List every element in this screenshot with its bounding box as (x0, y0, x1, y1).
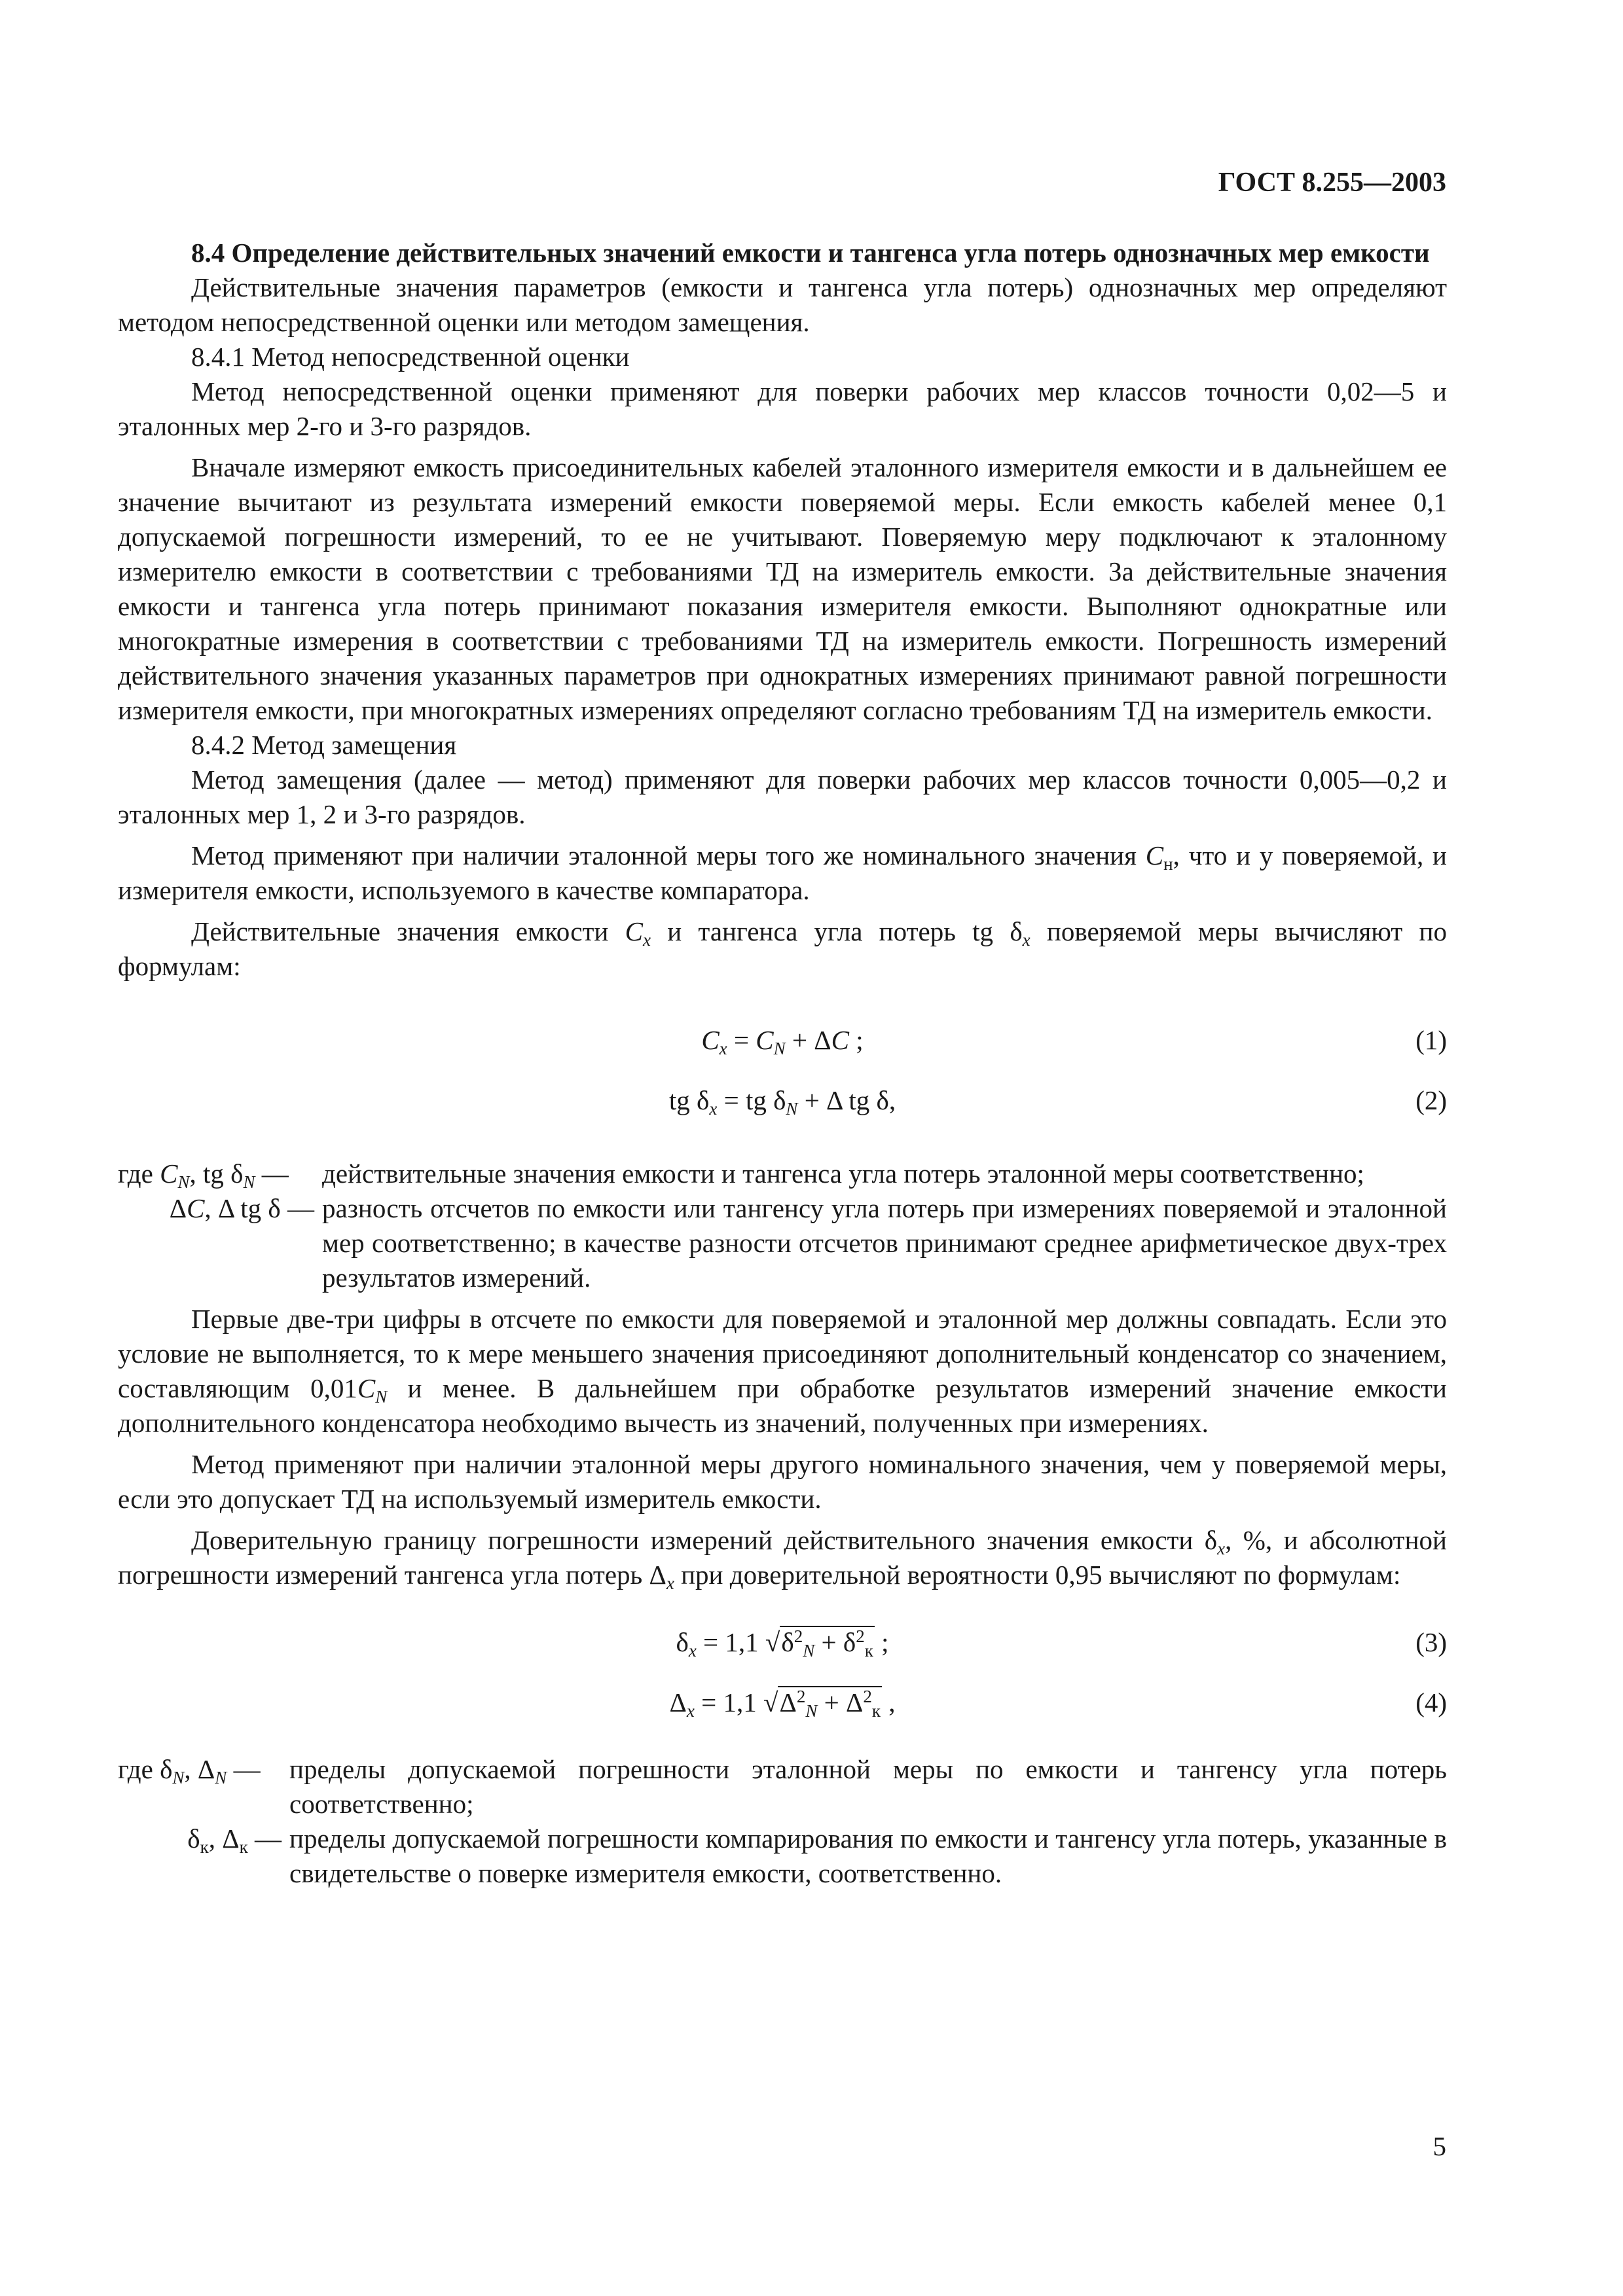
paragraph: Действительные значения емкости $C_x$ и тангенса угла потерь tg $\delta_x$ поверяемой меры вычисляют по формулам: (118, 916, 1447, 981)
paragraph: Метод непосредственной оценки применяют для поверки рабочих мер классов точности 0,02—5 и эталонных мер 2-го и 3-го разрядов. (118, 376, 1447, 441)
definitions-list (118, 1752, 1447, 1891)
paragraph: Метод замещения (далее — метод) применяют для поверки рабочих мер классов точности 0,005—0,2 и эталонных мер 1, 2 и 3-го разрядов. (118, 764, 1447, 829)
definition-item: где $\delta_N$, $\Delta_N$ — пределы допускаемой погрешности эталонной меры по емкости и тангенсу угла потерь соответственно; (118, 1754, 1447, 1819)
paragraph: Первые две-три цифры в отсчете по емкости для поверяемой и эталонной мер должны совпадать. Если это условие не выполняется, то к мере меньшего значения присоединяют дополнительный конденсатор со значением, составляющим $0,01C_N$ и менее. В дальнейшем при обработке результатов измерений значение емкости дополнительного конденсатора необходимо вычесть из значений, полученных при измерениях. (118, 1304, 1447, 1438)
paragraph: Вначале измеряют емкость присоединительных кабелей эталонного измерителя емкости и в дальнейшем ее значение вычитают из результата измерений емкости поверяемой меры. Если емкость кабелей менее 0,1 допускаемой погрешности измерений, то ее не учитывают. Поверяемую меру подключают к эталонному измерителю емкости в соответствии с требованиями ТД на измеритель емкости. За действительные значения емкости и тангенса угла потерь принимают показания измерителя емкости. Выполняют однократные или многократные измерения в соответствии с требованиями ТД на измеритель емкости. Погрешность измерений действительного значения указанных параметров при однократных измерениях принимают равной погрешности измерителя емкости, при многократных измерениях определяют согласно требованиям ТД на измеритель емкости. (118, 452, 1447, 725)
formula-4: $\Delta_x = 1,1$ $√\Delta^2_N + \Delta^2_к$ , (4) (669, 1687, 1447, 1721)
definition-item: $\delta_к$, $\Delta_к$ — пределы допускаемой погрешности компарирования по емкости и тангенсу угла потерь, указанные в свидетельстве о поверке измерителя емкости, соответственно. (187, 1823, 1447, 1888)
formula-2: tg $\delta_x$ = tg $\delta_N + \Delta$ tg δ, (2) (668, 1085, 1447, 1119)
definition-item: ΔC, Δ tg δ — разность отсчетов по емкости или тангенсу угла потерь при измерениях поверяемой и эталонной мер соответственно; в качестве разности отсчетов принимают среднее арифметическое двух-трех результатов измерений. (169, 1193, 1447, 1293)
section-heading: 8.4 Определение действительных значений емкости и тангенса угла потерь однозначных мер емкости (191, 238, 1430, 268)
page-number: 5 (1432, 2131, 1446, 2161)
formula-1: $C_x = C_N + \Delta C$ ; (1) (701, 1025, 1447, 1058)
document-header: ГОСТ 8.255—2003 (1218, 168, 1446, 198)
document-body (118, 236, 1447, 1891)
definition-item: где $C_N$, tg $\delta_N$ — действительные значения емкости и тангенса угла потерь эталонной меры соответственно; (118, 1158, 1364, 1192)
subsection-title: 8.4.1 Метод непосредственной оценки (191, 342, 630, 372)
paragraph: Метод применяют при наличии эталонной меры того же номинального значения $C_н$, что и у поверяемой, и измерителя емкости, используемого в качестве компаратора. (118, 840, 1447, 905)
paragraph: Доверительную границу погрешности измерений действительного значения емкости $\delta_x$, %, и абсолютной погрешности измерений тангенса угла потерь $\Delta_x$ при доверительной вероятности 0,95 вычисляют по формулам: (118, 1525, 1447, 1593)
subsection-title: 8.4.2 Метод замещения (191, 730, 457, 760)
paragraph: Метод применяют при наличии эталонной меры другого номинального значения, чем у поверяемой меры, если это допускает ТД на используемый измеритель емкости. (118, 1449, 1447, 1514)
formula-3: $\delta_x = 1,1$ $√\delta^2_N + \delta^2_к$ ; (3) (676, 1626, 1447, 1660)
definitions-list (118, 1157, 1447, 1295)
paragraph: Действительные значения параметров (емкости и тангенса угла потерь) однозначных мер определяют методом непосредственной оценки или методом замещения. (118, 272, 1447, 337)
